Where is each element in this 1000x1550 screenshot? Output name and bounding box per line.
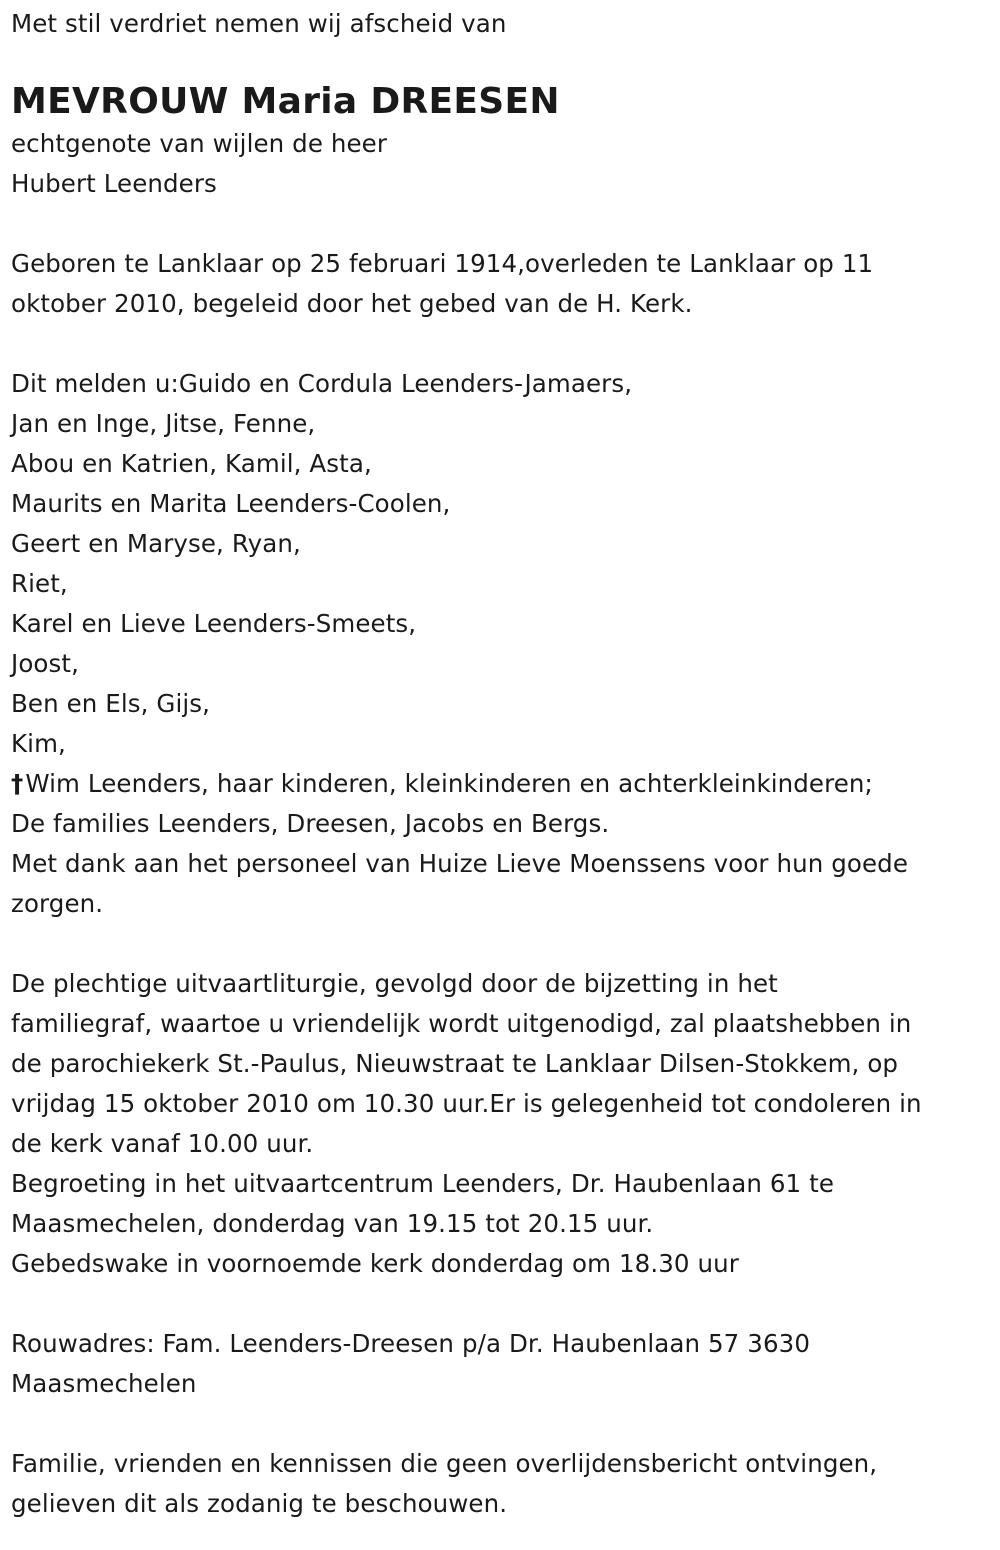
ceremony-line: De plechtige uitvaartliturgie, gevolgd door de bijzetting in het: [11, 969, 778, 998]
family-line: Maurits en Marita Leenders-Coolen,: [11, 489, 451, 518]
ceremony-line: Begroeting in het uitvaartcentrum Leenders, Dr. Haubenlaan 61 te: [11, 1169, 835, 1198]
ceremony-line: Gebedswake in voornoemde kerk donderdag om 18.30 uur: [11, 1249, 739, 1278]
spacer: [11, 1284, 991, 1324]
ceremony-line: de kerk vanaf 10.00 uur.: [11, 1129, 314, 1158]
spouse-line: echtgenote van wijlen de heer: [11, 129, 388, 158]
spacer: [11, 924, 991, 964]
family-line: Karel en Lieve Leenders-Smeets,: [11, 609, 417, 638]
closing-line: gelieven dit als zodanig te beschouwen.: [11, 1489, 508, 1518]
ceremony-line: familiegraf, waartoe u vriendelijk wordt uitgenodigd, zal plaatshebben in: [11, 1009, 912, 1038]
family-line-deceased: [11, 764, 991, 804]
family-line: Abou en Katrien, Kamil, Asta,: [11, 449, 372, 478]
spacer: [11, 324, 991, 364]
family-line: Riet,: [11, 569, 68, 598]
spouse-name: Hubert Leenders: [11, 169, 217, 198]
family-line: Kim,: [11, 729, 66, 758]
thanks-line: zorgen.: [11, 889, 104, 918]
intro-text: Met stil verdriet nemen wij afscheid van: [11, 9, 507, 38]
thanks-line: Met dank aan het personeel van Huize Lieve Moenssens voor hun goede: [11, 849, 908, 878]
ceremony-line: Maasmechelen, donderdag van 19.15 tot 20.15 uur.: [11, 1209, 654, 1238]
deceased-family-text: Wim Leenders, haar kinderen, kleinkinderen en achterkleinkinderen;: [25, 769, 873, 798]
family-line: Joost,: [11, 649, 79, 678]
deceased-name: MEVROUW Maria DREESEN: [11, 81, 560, 122]
ceremony-line: de parochiekerk St.-Paulus, Nieuwstraat te Lanklaar Dilsen-Stokkem, op: [11, 1049, 899, 1078]
address-line: Maasmechelen: [11, 1369, 197, 1398]
closing-line: Familie, vrienden en kennissen die geen overlijdensbericht ontvingen,: [11, 1449, 878, 1478]
family-line: De families Leenders, Dreesen, Jacobs en Bergs.: [11, 809, 610, 838]
family-line: Ben en Els, Gijs,: [11, 689, 211, 718]
obituary-notice: [11, 4, 991, 1524]
spacer: [11, 1404, 991, 1444]
cross-icon: †: [11, 769, 24, 798]
family-line: Dit melden u:Guido en Cordula Leenders-Jamaers,: [11, 369, 633, 398]
spacer: [11, 204, 991, 244]
family-line: Geert en Maryse, Ryan,: [11, 529, 301, 558]
ceremony-line: vrijdag 15 oktober 2010 om 10.30 uur.Er is gelegenheid tot condoleren in: [11, 1089, 922, 1118]
address-line: Rouwadres: Fam. Leenders-Dreesen p/a Dr. Haubenlaan 57 3630: [11, 1329, 811, 1358]
family-line: Jan en Inge, Jitse, Fenne,: [11, 409, 316, 438]
birth-death-line: Geboren te Lanklaar op 25 februari 1914,overleden te Lanklaar op 11: [11, 249, 874, 278]
birth-death-line: oktober 2010, begeleid door het gebed van de H. Kerk.: [11, 289, 693, 318]
